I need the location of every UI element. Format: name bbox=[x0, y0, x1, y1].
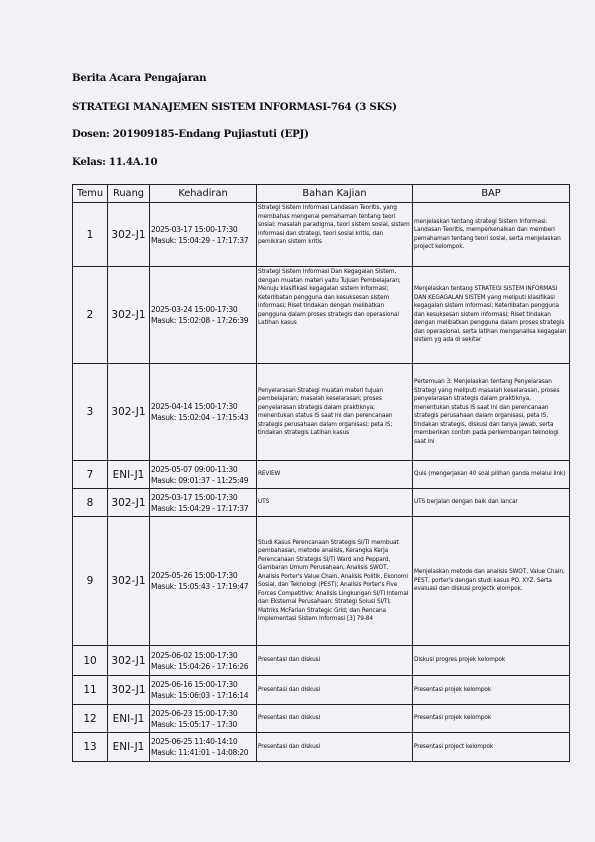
temu-cell: 13 bbox=[73, 733, 108, 762]
ruang-cell: ENI-J1 bbox=[108, 705, 150, 733]
bahan-kajian-cell: Presentasi dan diskusi bbox=[257, 733, 413, 762]
table-row bbox=[73, 267, 570, 364]
ruang-cell: 302-J1 bbox=[108, 203, 150, 267]
ruang-cell: ENI-J1 bbox=[108, 733, 150, 762]
temu-cell: 8 bbox=[73, 489, 108, 517]
check-in-text: Masuk: 15:04:29 - 17:17:37 bbox=[151, 503, 249, 513]
kehadiran-cell bbox=[150, 705, 257, 733]
temu-cell: 10 bbox=[73, 646, 108, 676]
ruang-cell: 302-J1 bbox=[108, 517, 150, 646]
schedule-text: 2025-04-14 15:00-17:30 bbox=[151, 402, 238, 411]
temu-cell: 1 bbox=[73, 203, 108, 267]
bahan-kajian-cell: Strategi Sistem Informasi Landasan Teoritis, yang membahas mengenai pemahaman tentang teori sosial: masalah paradigma, teori sistem sosial, sistem informasi dan strategi, teori sosial kritis, dan pemikiran sistem kritis bbox=[257, 203, 413, 267]
check-in-text: Masuk: 15:04:29 - 17:17:37 bbox=[151, 235, 249, 245]
class-line: Kelas: 11.4A.10 bbox=[72, 156, 158, 168]
bahan-kajian-cell: Strategi Sistem Informasi Dan Kegagalan Sistem, dengan muatan materi yaitu Tujuan Pembelajaran; Menuju klasifikasi kegagalan sistem informasi; Keterlibatan pengguna dan kesuksesan sistem informasi; Riset tindakan dengan melibatkan pengguna dalam proses strategis dan operasional Latihan kasus bbox=[257, 267, 413, 364]
col-header-bahan-kajian: Bahan Kajian bbox=[257, 185, 413, 203]
col-header-temu: Temu bbox=[73, 185, 108, 203]
document-title: Berita Acara Pengajaran bbox=[72, 72, 207, 84]
bap-cell: Presentasi project kelompok bbox=[413, 733, 570, 762]
temu-cell: 12 bbox=[73, 705, 108, 733]
schedule-text: 2025-05-07 09:00-11:30 bbox=[151, 464, 238, 474]
bahan-kajian-cell: Presentasi dan diskusi bbox=[257, 676, 413, 705]
schedule-text: 2025-03-17 15:00-17:30 bbox=[151, 224, 238, 234]
bap-cell: Menjelaskan metode dan analisis SWOT, Value Chain, PEST, porter's dengan studi kasus PO. XYZ. Serta evaluasi dan diskusi projectk elompok. bbox=[413, 517, 570, 646]
bap-cell: Presentasi projek kelompok bbox=[413, 705, 570, 733]
temu-cell: 3 bbox=[73, 364, 108, 461]
kehadiran-cell bbox=[150, 364, 257, 461]
col-header-kehadiran: Kehadiran bbox=[150, 185, 257, 203]
check-in-text: Masuk: 15:04:26 - 17:16:26 bbox=[151, 661, 249, 671]
ruang-cell: 302-J1 bbox=[108, 676, 150, 705]
check-in-text: Masuk: 15:02:04 - 17:15:43 bbox=[151, 413, 249, 422]
table-row bbox=[73, 705, 570, 733]
bap-cell: Menjelaskan tentang STRATEGI SISTEM INFORMASI DAN KEGAGALAN SISTEM yang meliputi klasifikasi kegagalan sistem informasi; Keterlibatan pengguna dan kesuksesan sistem informasi; Riset tindakan dengan melibatkan pengguna dalam proses strategis dan operasional, serta latihan menganalisa kegagalan sistem yg ada di sekitar bbox=[413, 267, 570, 364]
lecturer-line: Dosen: 201909185-Endang Pujiastuti (EPJ) bbox=[72, 128, 309, 140]
attendance-table bbox=[72, 184, 570, 762]
bap-cell: Presentasi projek kelompok bbox=[413, 676, 570, 705]
table-row bbox=[73, 461, 570, 489]
table-row bbox=[73, 489, 570, 517]
kehadiran-cell bbox=[150, 517, 257, 646]
course-title: STRATEGI MANAJEMEN SISTEM INFORMASI-764 (3 SKS) bbox=[72, 101, 397, 113]
table-row bbox=[73, 517, 570, 646]
schedule-text: 2025-03-17 15:00-17:30 bbox=[151, 492, 238, 502]
kehadiran-cell bbox=[150, 676, 257, 705]
schedule-text: 2025-06-16 15:00-17:30 bbox=[151, 680, 238, 689]
bahan-kajian-cell: Studi Kasus Perencanaan Strategis SI/TI membuat pembahasan, metode analisis, Kerangka Kerja Perencanaan Strategis SI/TI Ward and Peppard, Gambaran Umum Perusahaan, Analisis SWOT, Analisis Porter's Value Chain, Analisis Politik, Ekonomi Sosial, dan Teknologi (PEST); Analisis Porter's Five Forces Competitive; Analisis Lingkungan SI/TI Internal dan Eksternal Perusahaan; Strategi Solusi SI/TI; Matriks McFarlan Strategic Grid; dan Rencana Implementasi Sistem Informasi [3] 79-84 bbox=[257, 517, 413, 646]
table-row bbox=[73, 646, 570, 676]
bahan-kajian-cell: Presentasi dan diskusi bbox=[257, 646, 413, 676]
ruang-cell: 302-J1 bbox=[108, 489, 150, 517]
bap-cell: UTS berjalan dengan baik dan lancar bbox=[413, 489, 570, 517]
temu-cell: 7 bbox=[73, 461, 108, 489]
bap-cell: Quis (mengerjakan 40 soal pilihan ganda melalui link) bbox=[413, 461, 570, 489]
table-row bbox=[73, 364, 570, 461]
bap-cell: menjelaskan tentang strategi Sistem Informasi: Landasan Teoritis, memperkenalkan dan memberi pemahaman tentang teori sosial, serta menjelaskan project kelompok. bbox=[413, 203, 570, 267]
schedule-text: 2025-06-23 15:00-17:30 bbox=[151, 708, 238, 718]
check-in-text: Masuk: 15:06:03 - 17:16:14 bbox=[151, 691, 249, 700]
bahan-kajian-cell: UTS bbox=[257, 489, 413, 517]
kehadiran-cell bbox=[150, 489, 257, 517]
temu-cell: 11 bbox=[73, 676, 108, 705]
bahan-kajian-cell: REVIEW bbox=[257, 461, 413, 489]
temu-cell: 2 bbox=[73, 267, 108, 364]
check-in-text: Masuk: 15:02:08 - 17:26:39 bbox=[151, 316, 249, 325]
temu-cell: 9 bbox=[73, 517, 108, 646]
ruang-cell: 302-J1 bbox=[108, 267, 150, 364]
kehadiran-cell bbox=[150, 461, 257, 489]
check-in-text: Masuk: 11:41:01 - 14:08:20 bbox=[151, 748, 249, 757]
col-header-ruang: Ruang bbox=[108, 185, 150, 203]
ruang-cell: 302-J1 bbox=[108, 364, 150, 461]
bahan-kajian-cell: Penyelarasan Strategi muatan materi tujuan pembelajaran; masalah keselarasan; proses penyelarasan strategis dalam praktiknya; menentukan status IS saat ini dan perencanaan strategis perusahaan dalam organisasi; peta IS; tindakan strategis Latihan kasus bbox=[257, 364, 413, 461]
check-in-text: Masuk: 15:05:43 - 17:19:47 bbox=[151, 582, 249, 591]
ruang-cell: ENI-J1 bbox=[108, 461, 150, 489]
schedule-text: 2025-06-25 11:40-14:10 bbox=[151, 737, 238, 746]
kehadiran-cell bbox=[150, 203, 257, 267]
table-header-row bbox=[73, 185, 570, 203]
kehadiran-cell bbox=[150, 267, 257, 364]
bap-cell: Pertemuan 3: Menjelaskan tentang Penyelarasan Strategi yang meliputi masalah keselarasan, proses penyelarasan strategis dalam praktiknya, menentukan status IS saat ini dan perencanaan strategis perusahaan dalam organisasi, peta IS, tindakan strategis, diskusi dan tanya jawab, serta memberikan contoh pada perkembangan teknologi saat ini bbox=[413, 364, 570, 461]
col-header-bap: BAP bbox=[413, 185, 570, 203]
schedule-text: 2025-05-26 15:00-17:30 bbox=[151, 571, 238, 580]
kehadiran-cell bbox=[150, 733, 257, 762]
ruang-cell: 302-J1 bbox=[108, 646, 150, 676]
schedule-text: 2025-06-02 15:00-17:30 bbox=[151, 650, 238, 660]
bap-cell: Diskusi progres projek kelompok bbox=[413, 646, 570, 676]
table-row bbox=[73, 733, 570, 762]
check-in-text: Masuk: 15:05:17 - 17:30 bbox=[151, 719, 238, 729]
table-row bbox=[73, 203, 570, 267]
schedule-text: 2025-03-24 15:00-17:30 bbox=[151, 305, 238, 314]
kehadiran-cell bbox=[150, 646, 257, 676]
bahan-kajian-cell: Presentasi dan diskusi bbox=[257, 705, 413, 733]
table-row bbox=[73, 676, 570, 705]
check-in-text: Masuk: 09:01:37 - 11:25:49 bbox=[151, 475, 249, 485]
